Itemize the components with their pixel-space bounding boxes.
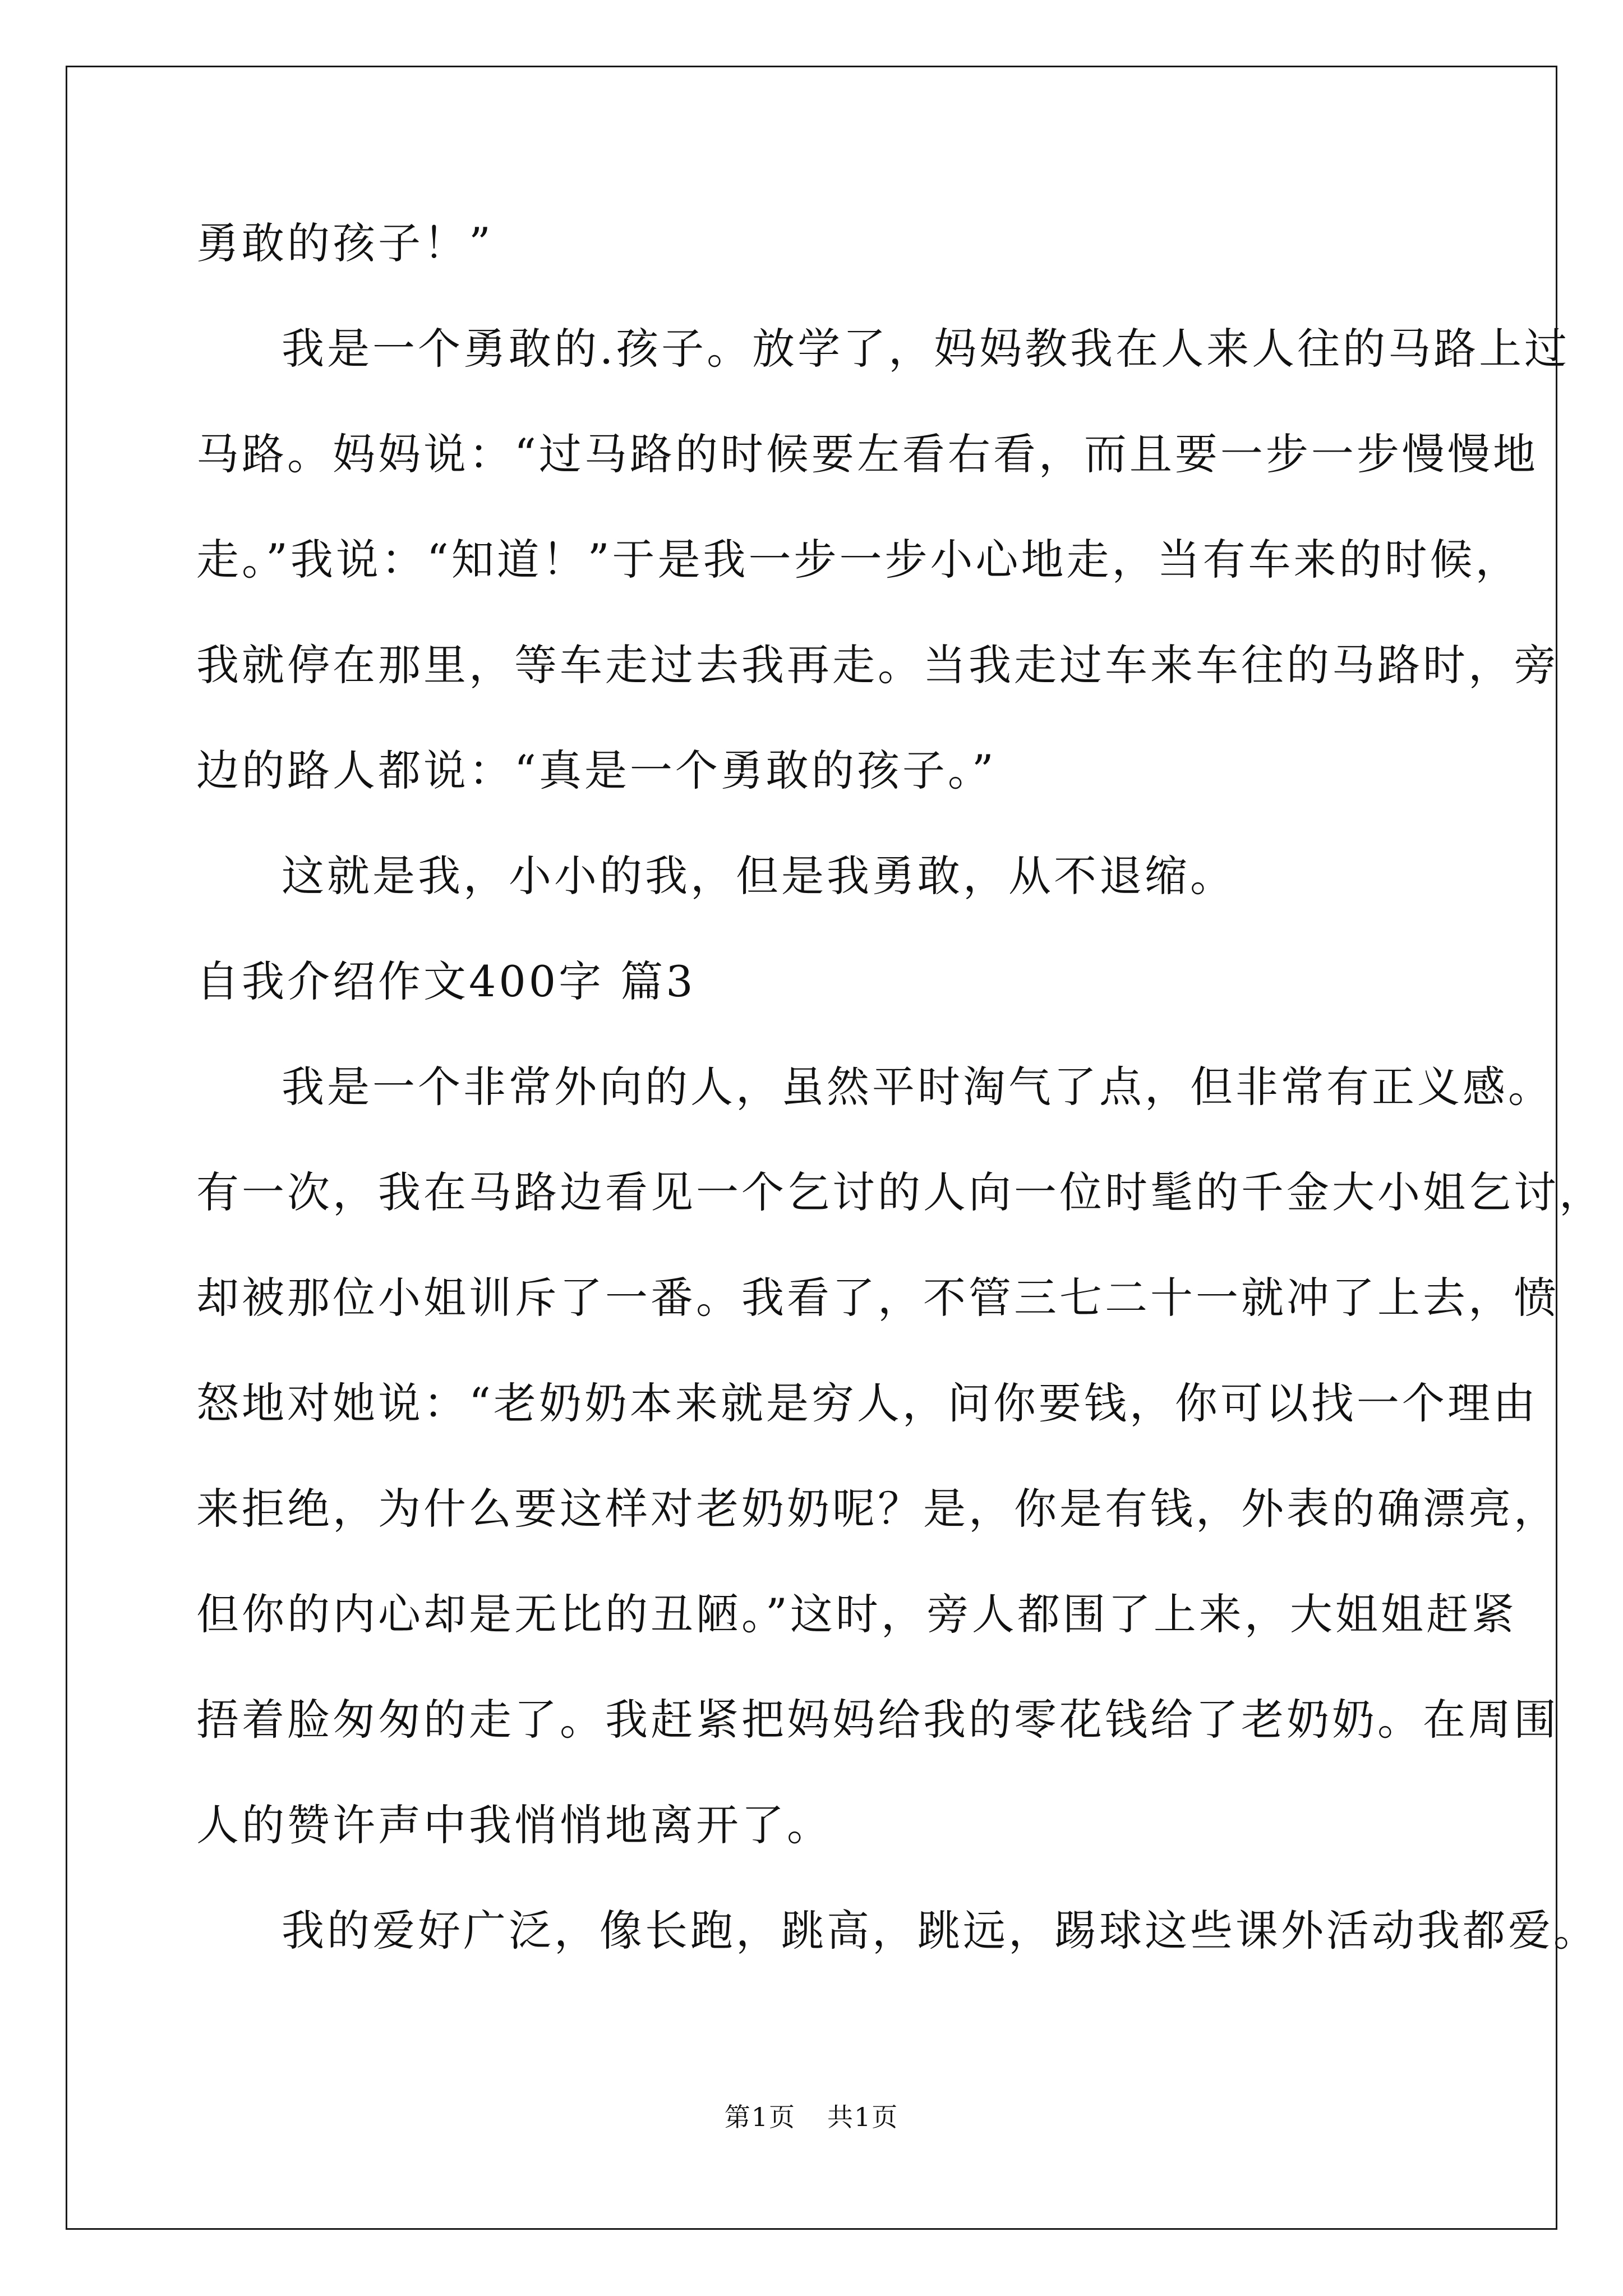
text-line: 勇敢的孩子！” [196, 218, 494, 268]
text-line: 有一次，我在马路边看见一个乞讨的人向一位时髦的千金大小姐乞讨， [196, 1167, 1604, 1217]
text-line: 走。”我说：“知道！”于是我一步一步小心地走，当有车来的时候， [196, 535, 1521, 585]
text-line: 我就停在那里，等车走过去我再走。当我走过车来车往的马路时，旁 [196, 640, 1559, 690]
text-line: 边的路人都说：“真是一个勇敢的孩子。” [196, 746, 997, 795]
text-line: 人的赞许声中我悄悄地离开了。 [196, 1800, 832, 1850]
page-footer [0, 2097, 1623, 2134]
text-line: 但你的内心却是无比的丑陋。”这时，旁人都围了上来，大姐姐赶紧 [196, 1589, 1517, 1639]
text-line: 我的爱好广泛，像长跑，跳高，跳远，踢球这些课外活动我都爱。 [282, 1906, 1599, 1955]
text-line: 却被那位小姐训斥了一番。我看了，不管三七二十一就冲了上去，愤 [196, 1273, 1559, 1323]
page-number-total: 共1页 [827, 2102, 899, 2132]
section-heading: 自我介绍作文400字 篇3 [196, 956, 696, 1006]
page-number-current: 第1页 [724, 2102, 796, 2132]
text-line: 捂着脸匆匆的走了。我赶紧把妈妈给我的零花钱给了老奶奶。在周围 [196, 1695, 1559, 1745]
text-line: 来拒绝，为什么要这样对老奶奶呢？是，你是有钱，外表的确漂亮， [196, 1484, 1559, 1534]
text-line: 我是一个勇敢的.孩子。放学了，妈妈教我在人来人往的马路上过 [282, 324, 1570, 374]
document-body [196, 191, 1604, 1984]
text-line: 怒地对她说：“老奶奶本来就是穷人，问你要钱，你可以找一个理由 [196, 1378, 1538, 1428]
text-line: 马路。妈妈说：“过马路的时候要左看右看，而且要一步一步慢慢地 [196, 429, 1538, 479]
text-line: 我是一个非常外向的人，虽然平时淘气了点，但非常有正义感。 [282, 1062, 1553, 1112]
text-line: 这就是我，小小的我，但是我勇敢，从不退缩。 [282, 851, 1235, 901]
